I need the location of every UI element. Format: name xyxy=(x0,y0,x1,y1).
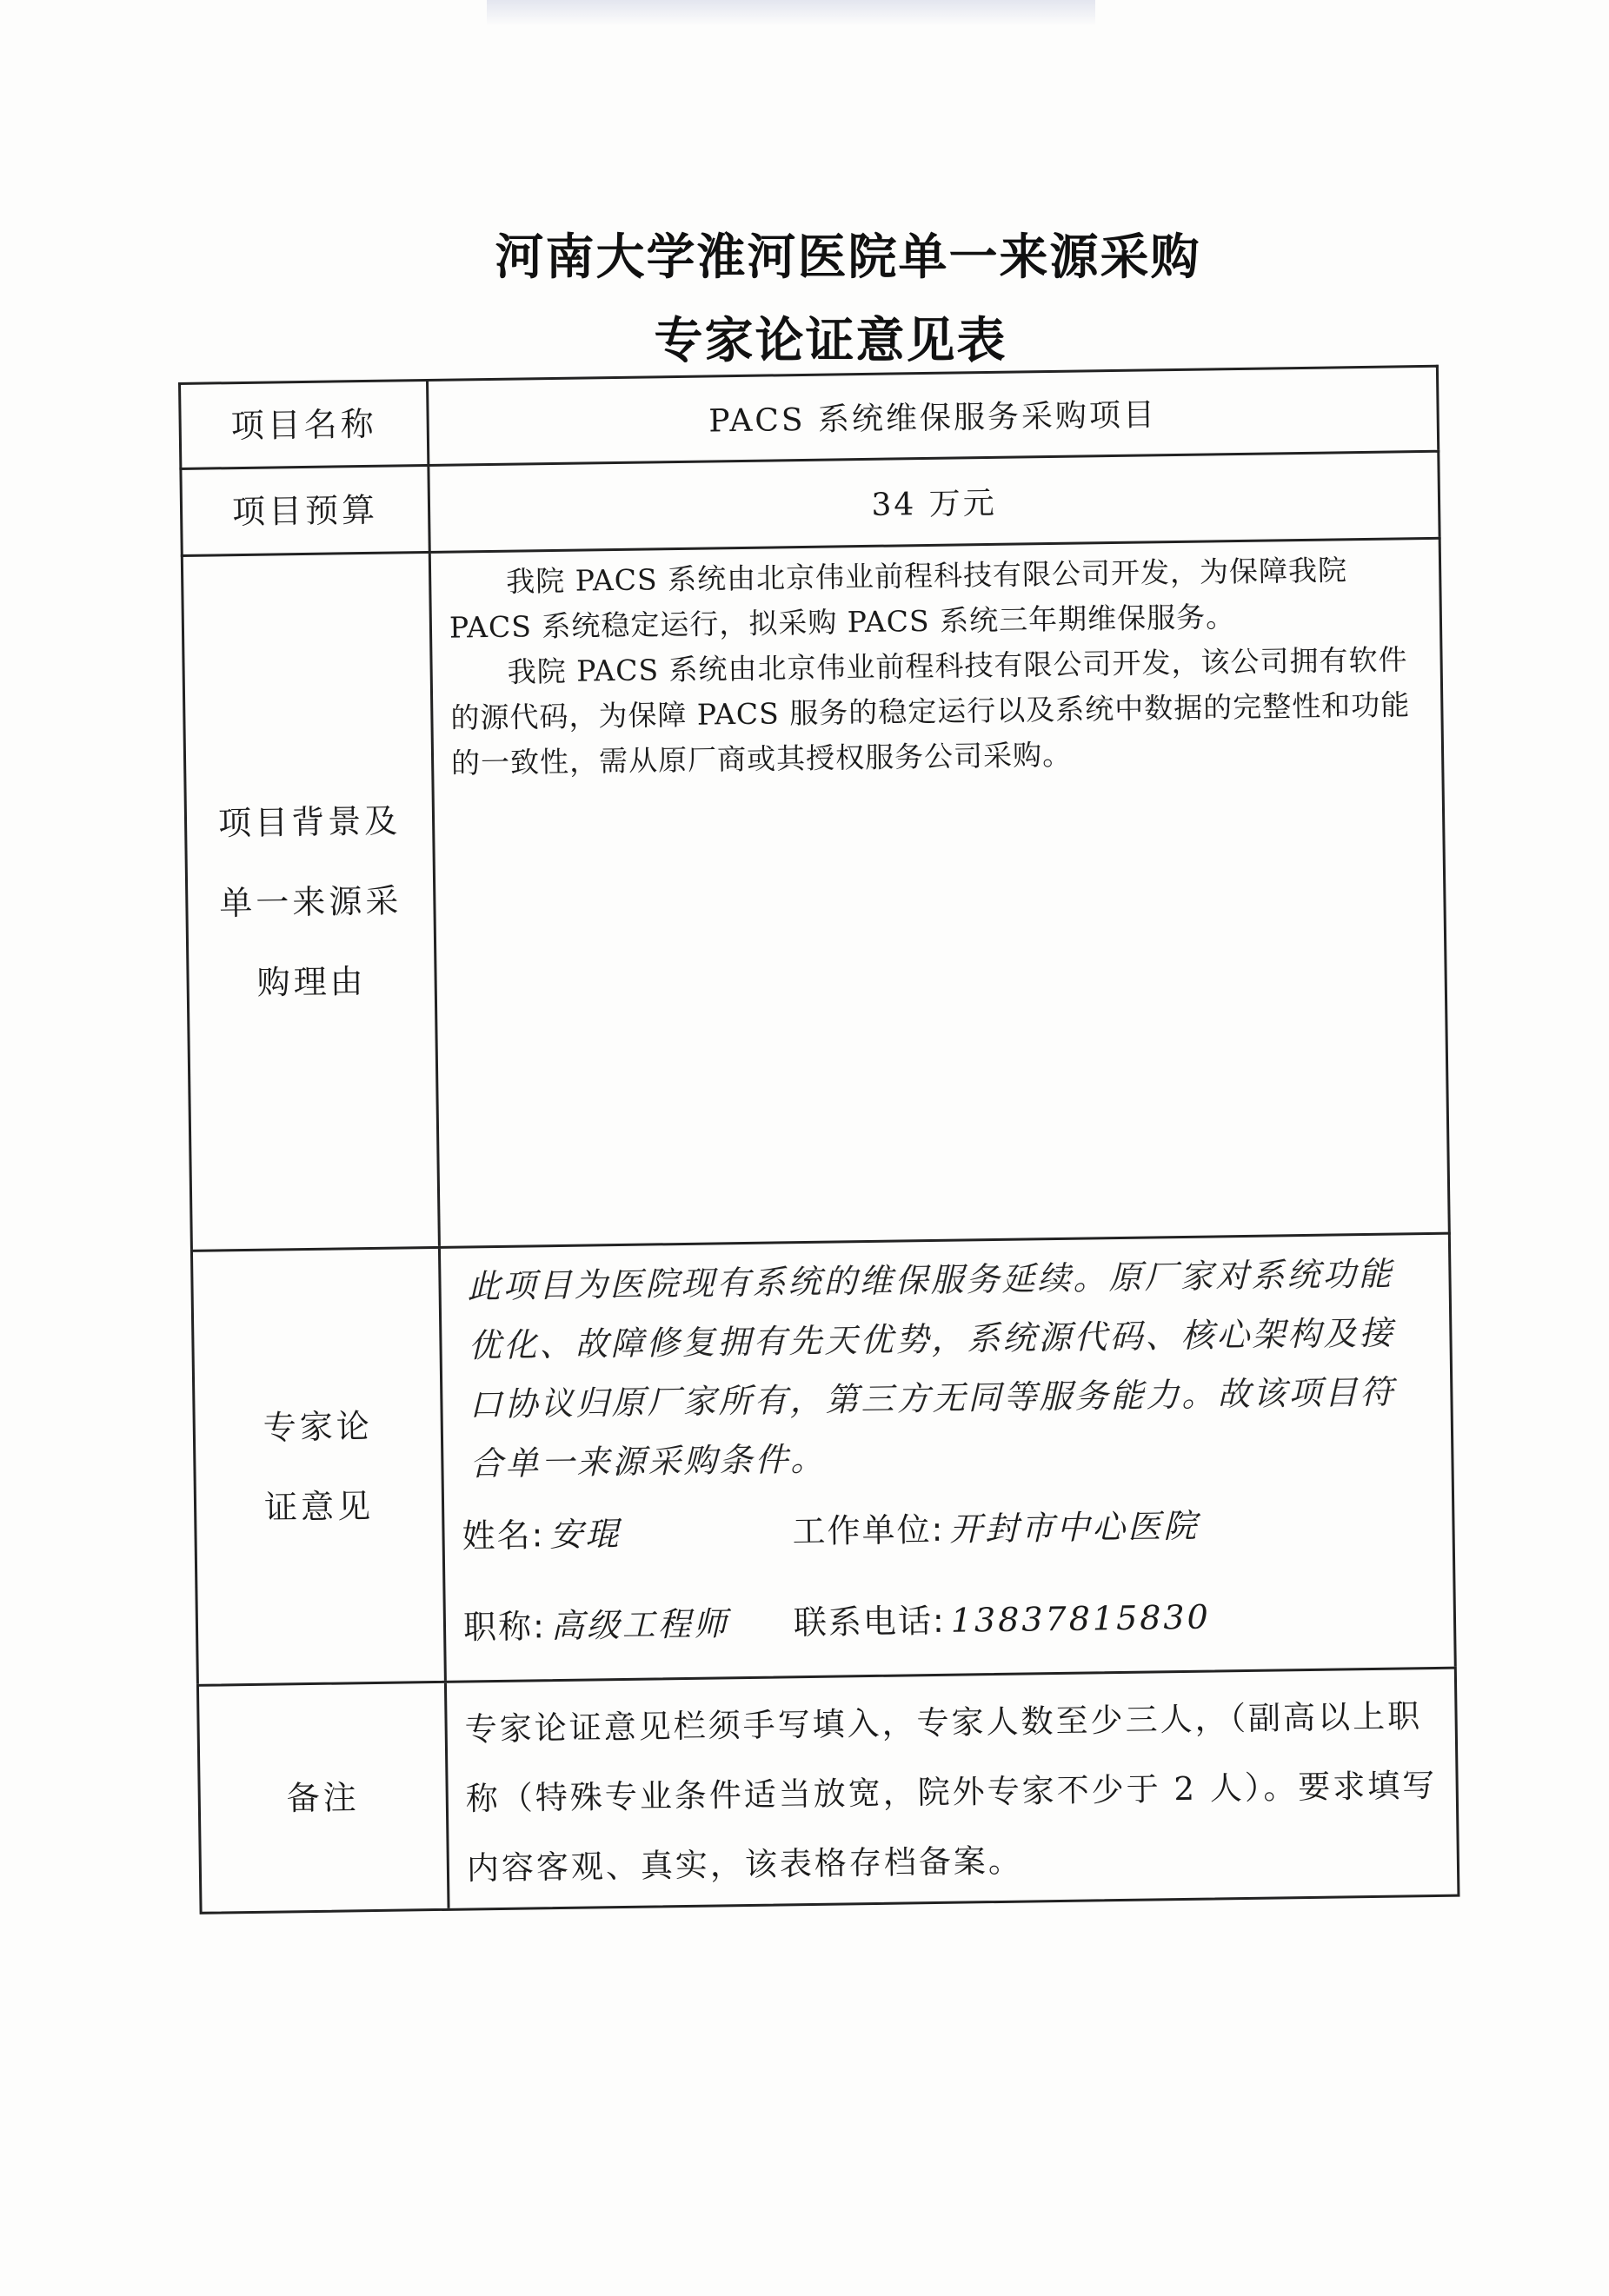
opinion-form-table xyxy=(178,365,1460,1916)
work-unit-value: 开封市中心医院 xyxy=(949,1506,1200,1549)
phone-line xyxy=(794,1590,1211,1644)
document-subtitle: 专家论证意见表 xyxy=(654,313,1007,369)
remarks-text: 专家论证意见栏须手写填入，专家人数至少三人，（副高以上职称（特殊专业条件适当放宽，院外专家不少于 2 人）。要求填写内容客观、真实，该表格存档备案。 xyxy=(464,1697,1438,1888)
expert-title-line xyxy=(463,1596,730,1648)
row-background xyxy=(181,537,1451,1250)
expert-name-signature: 安琨 xyxy=(549,1515,622,1555)
background-paragraph-2: 我院 PACS 系统由北京伟业前程科技有限公司开发，该公司拥有软件的源代码，为保障 PACS 服务的稳定运行以及系统中数据的完整性和功能的一致性，需从原厂商或其授权服务公司采购。 xyxy=(450,642,1411,780)
work-unit-line xyxy=(792,1499,1200,1553)
expert-title-value: 高级工程师 xyxy=(550,1604,730,1646)
handwritten-opinion: 此项目为医院现有系统的维保服务延续。原厂家对系统功能优化、故障修复拥有先天优势，系统源代码、核心架构及接口协议归原厂家所有，第三方无同等服务能力。故该项目符合单一来源采购条件。 xyxy=(467,1254,1396,1483)
document-title: 河南大学淮河医院单一来源采购 xyxy=(495,229,1201,286)
phone-value: 13837815830 xyxy=(950,1597,1212,1640)
background-cell xyxy=(431,540,1448,1246)
budget-value: 34 万元 xyxy=(871,485,997,523)
row-expert-opinion xyxy=(190,1232,1457,1684)
project-name-value: PACS 系统维保服务采购项目 xyxy=(708,397,1158,440)
work-unit-label: 工作单位: xyxy=(792,1510,945,1551)
scan-artifact xyxy=(487,0,1095,26)
background-paragraph-1: 我院 PACS 系统由北京伟业前程科技有限公司开发，为保障我院 PACS 系统稳定运行，拟采购 PACS 系统三年期维保服务。 xyxy=(449,553,1348,645)
budget-cell xyxy=(429,453,1438,551)
expert-name-line xyxy=(462,1507,622,1557)
project-name-cell xyxy=(429,368,1437,464)
phone-label: 联系电话: xyxy=(793,1601,947,1642)
row-remarks xyxy=(196,1667,1460,1914)
expert-opinion-cell xyxy=(441,1235,1454,1681)
remarks-cell xyxy=(447,1669,1458,1908)
expert-opinion-label: 专家论证意见 xyxy=(193,1249,447,1684)
expert-title-label: 职称: xyxy=(462,1607,547,1647)
project-name-label: 项目名称 xyxy=(181,382,429,468)
background-label: 项目背景及单一来源采购理由 xyxy=(183,554,441,1250)
budget-label: 项目预算 xyxy=(182,467,430,554)
remarks-label: 备注 xyxy=(199,1683,450,1912)
expert-name-label: 姓名: xyxy=(462,1516,545,1556)
